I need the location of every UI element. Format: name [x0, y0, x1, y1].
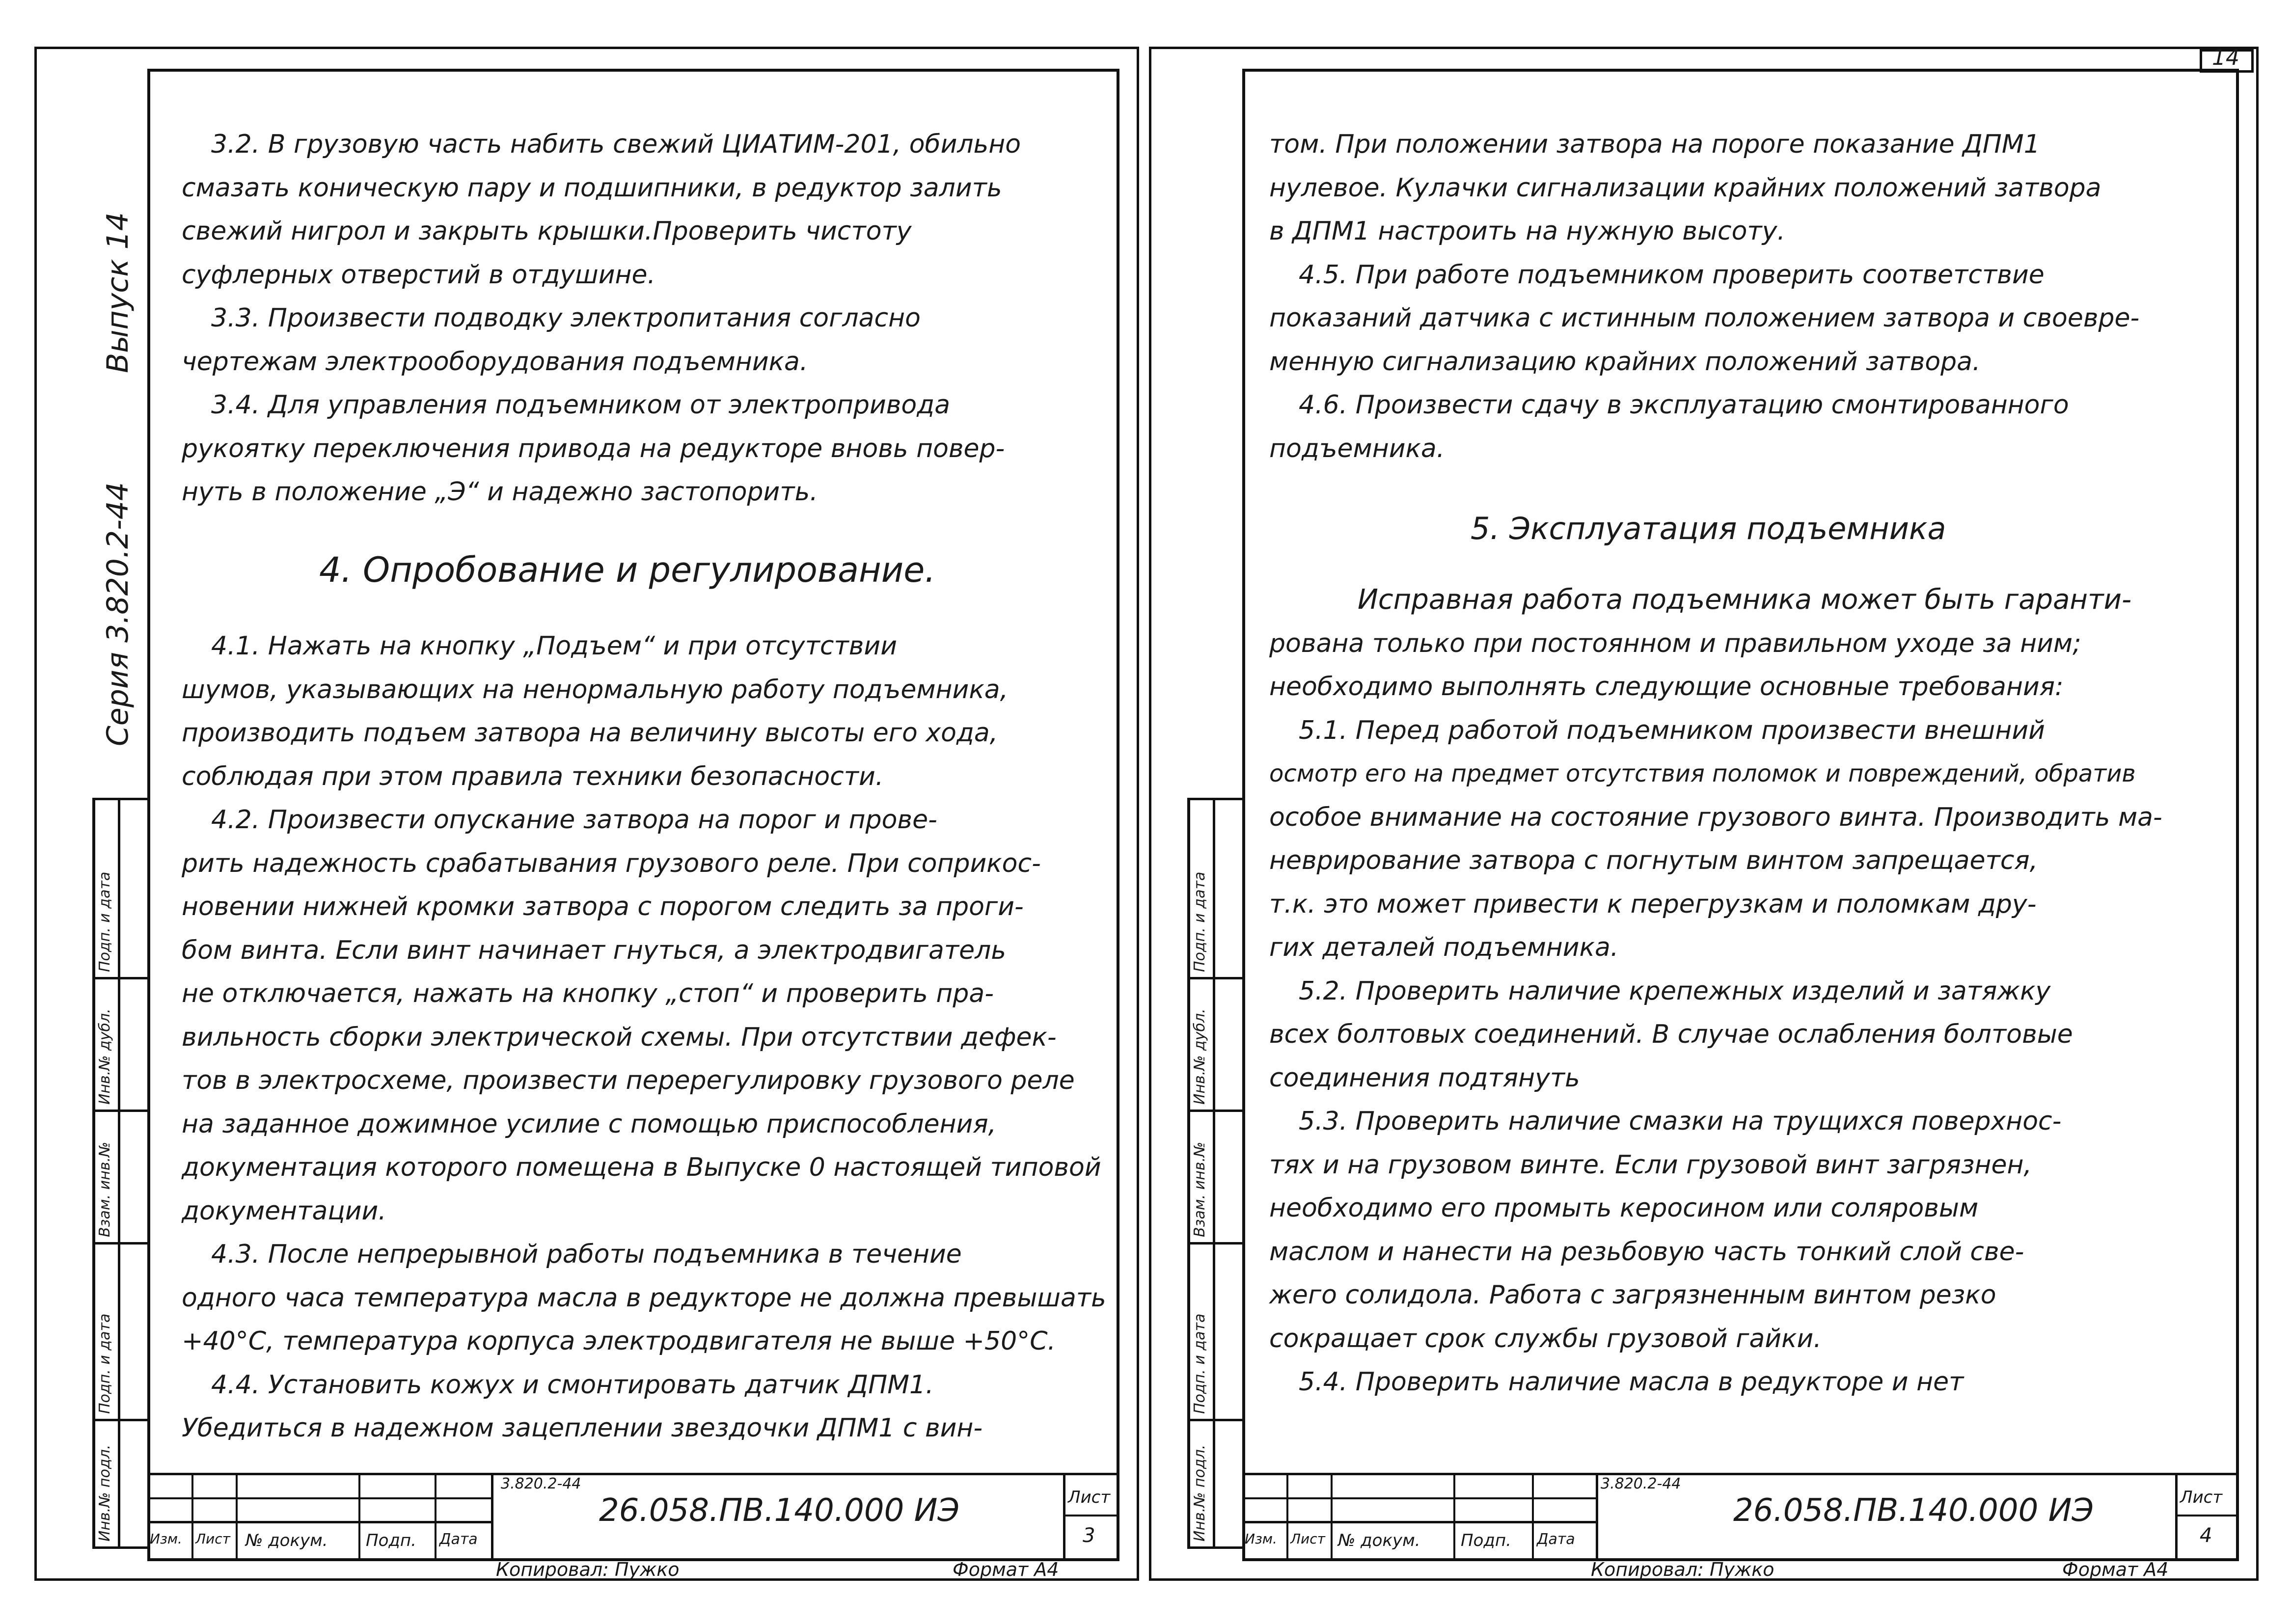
- side-stamp-inv-dubl: Инв.№ дубл.: [1191, 1008, 1208, 1105]
- title-col-list: Лист: [195, 1531, 230, 1547]
- title-col-data: Дата: [439, 1531, 478, 1548]
- side-stamp-vzam-inv: Взам. инв.№: [96, 1141, 113, 1237]
- text-line: 3.2. В грузовую часть набить свежий ЦИАТИМ-201, обильно: [211, 130, 1021, 159]
- text-line: тях и на грузовом винте. Если грузовой винт загрязнен,: [1269, 1150, 2032, 1180]
- left-page-text-bottom: [182, 624, 1106, 1450]
- text-line: осмотр его на предмет отсутствия поломок и повреждений, обратив: [1269, 760, 2136, 787]
- text-line: показаний датчика с истинным положением затвора и своевре-: [1269, 303, 2140, 333]
- text-line: нулевое. Кулачки сигнализации крайних положений затвора: [1269, 173, 2101, 203]
- title-sheet-number: 4: [2200, 1524, 2212, 1547]
- text-line: 5.4. Проверить наличие масла в редукторе и нет: [1299, 1367, 1964, 1397]
- text-line: 4.1. Нажать на кнопку „Подъем“ и при отсутствии: [211, 631, 897, 661]
- text-line: Исправная работа подъемника может быть гаранти-: [1358, 584, 2132, 616]
- text-line: чертежам электрооборудования подъемника.: [182, 347, 808, 377]
- text-line: 3.4. Для управления подъемником от электропривода: [211, 390, 951, 420]
- text-line: +40°С, температура корпуса электродвигателя не выше +50°С.: [182, 1326, 1056, 1356]
- text-line: том. При положении затвора на пороге показание ДПМ1: [1269, 130, 2040, 159]
- text-line: 4.5. При работе подъемником проверить соответствие: [1299, 260, 2045, 290]
- side-stamp-podp-data-1: Подп. и дата: [96, 1313, 113, 1414]
- left-page-heading: 4. Опробование и регулирование.: [319, 550, 936, 590]
- title-col-doc: № докум.: [1338, 1531, 1420, 1550]
- text-line: 5.1. Перед работой подъемником произвести внешний: [1299, 715, 2045, 745]
- corner-sheet-number: 14: [2212, 45, 2239, 70]
- text-line: подъемника.: [1269, 433, 1445, 463]
- text-line: неврирование затвора с погнутым винтом запрещается,: [1269, 846, 2038, 875]
- text-line: сокращает срок службы грузовой гайки.: [1269, 1324, 1822, 1353]
- side-stamp-vzam-inv: Взам. инв.№: [1191, 1141, 1208, 1237]
- right-page-text-bottom: [1269, 578, 2162, 1404]
- title-col-doc: № докум.: [245, 1531, 328, 1550]
- text-line: на заданное дожимное усилие с помощью приспособления,: [182, 1109, 997, 1139]
- text-line: тов в электросхеме, произвести перерегулировку грузового реле: [182, 1066, 1075, 1095]
- text-line: рить надежность срабатывания грузового реле. При соприкос-: [182, 848, 1041, 878]
- title-doc-code: 26.058.ПВ.140.000 ИЭ: [1733, 1492, 2094, 1529]
- side-stamp-inv-dubl: Инв.№ дубл.: [96, 1008, 113, 1105]
- text-line: особое внимание на состояние грузового винта. Производить ма-: [1269, 802, 2162, 832]
- paper-format: Формат А4: [953, 1559, 1059, 1580]
- text-line: свежий нигрол и закрыть крышки.Проверить чистоту: [182, 217, 912, 246]
- copied-by: Копировал: Пужко: [496, 1559, 680, 1580]
- text-line: необходимо его промыть керосином или соляровым: [1269, 1193, 1979, 1223]
- text-line: документации.: [182, 1196, 386, 1226]
- side-stamp-podp-data-2: Подп. и дата: [96, 871, 113, 972]
- text-line: необходимо выполнять следующие основные требования:: [1269, 672, 2064, 702]
- text-line: жего солидола. Работа с загрязненным винтом резко: [1269, 1280, 1996, 1310]
- side-stamp-podp-data-2: Подп. и дата: [1191, 871, 1208, 972]
- text-line: в ДПМ1 настроить на нужную высоту.: [1269, 217, 1785, 246]
- title-col-data: Дата: [1537, 1531, 1575, 1548]
- text-line: маслом и нанести на резьбовую часть тонкий слой све-: [1269, 1237, 2024, 1267]
- text-line: бом винта. Если винт начинает гнуться, а электродвигатель: [182, 935, 1007, 965]
- issue-label: Выпуск 14: [101, 212, 135, 373]
- series-label: Серия 3.820.2-44: [101, 482, 135, 746]
- text-line: 4.2. Произвести опускание затвора на порог и прове-: [211, 805, 937, 835]
- text-line: производить подъем затвора на величину высоты его хода,: [182, 718, 998, 748]
- title-sheet-number: 3: [1083, 1524, 1095, 1547]
- title-series-small: 3.820.2-44: [1601, 1475, 1681, 1492]
- text-line: суфлерных отверстий в отдушине.: [182, 260, 656, 290]
- text-line: нуть в положение „Э“ и надежно застопорить.: [182, 477, 818, 507]
- text-line: менную сигнализацию крайних положений затвора.: [1269, 347, 1981, 377]
- text-line: новении нижней кромки затвора с порогом следить за проги-: [182, 892, 1024, 921]
- text-line: документация которого помещена в Выпуске 0 настоящей типовой: [182, 1153, 1101, 1182]
- title-doc-code: 26.058.ПВ.140.000 ИЭ: [599, 1492, 960, 1529]
- text-line: всех болтовых соединений. В случае ослабления болтовые: [1269, 1020, 2073, 1049]
- text-line: вильность сборки электрической схемы. При отсутствии дефек-: [182, 1022, 1057, 1052]
- text-line: 3.3. Произвести подводку электропитания согласно: [211, 303, 921, 333]
- title-series-small: 3.820.2-44: [501, 1475, 581, 1492]
- side-stamp-inv-podl: Инв.№ подл.: [96, 1444, 113, 1542]
- text-line: соединения подтянуть: [1269, 1063, 1580, 1093]
- right-page-text-top: [1269, 123, 2139, 470]
- text-line: 4.6. Произвести сдачу в эксплуатацию смонтированного: [1299, 390, 2069, 420]
- title-col-podp: Подп.: [366, 1531, 416, 1550]
- left-page-text-top: [182, 123, 1021, 514]
- right-page-heading: 5. Эксплуатация подъемника: [1471, 511, 1946, 546]
- text-line: соблюдая при этом правила техники безопасности.: [182, 761, 884, 791]
- paper-format: Формат А4: [2062, 1559, 2169, 1580]
- title-sheet-label: Лист: [1068, 1488, 1111, 1507]
- text-line: смазать коническую пару и подшипники, в редуктор залить: [182, 173, 1002, 203]
- title-col-izm: Изм.: [1245, 1531, 1277, 1547]
- text-line: т.к. это может привести к перегрузкам и поломкам дру-: [1269, 889, 2037, 919]
- copied-by: Копировал: Пужко: [1591, 1559, 1774, 1580]
- text-line: рована только при постоянном и правильном уходе за ним;: [1269, 628, 2081, 658]
- side-stamp-inv-podl: Инв.№ подл.: [1191, 1444, 1208, 1542]
- text-line: рукоятку переключения привода на редукторе вновь повер-: [182, 433, 1005, 463]
- text-line: одного часа температура масла в редукторе не должна превышать: [182, 1283, 1106, 1313]
- text-line: Убедиться в надежном зацеплении звездочки ДПМ1 с вин-: [182, 1413, 983, 1443]
- text-line: гих деталей подъемника.: [1269, 933, 1619, 962]
- text-line: не отключается, нажать на кнопку „стоп“ и проверить пра-: [182, 979, 994, 1008]
- title-col-izm: Изм.: [150, 1531, 182, 1547]
- title-col-list: Лист: [1290, 1531, 1325, 1547]
- title-sheet-label: Лист: [2180, 1488, 2223, 1507]
- side-stamp-podp-data-1: Подп. и дата: [1191, 1313, 1208, 1414]
- text-line: 4.3. После непрерывной работы подъемника в течение: [211, 1240, 962, 1269]
- text-line: шумов, указывающих на ненормальную работу подъемника,: [182, 675, 1009, 704]
- text-line: 4.4. Установить кожух и смонтировать датчик ДПМ1.: [211, 1370, 934, 1400]
- title-col-podp: Подп.: [1461, 1531, 1511, 1550]
- text-line: 5.2. Проверить наличие крепежных изделий и затяжку: [1299, 976, 2051, 1006]
- text-line: 5.3. Проверить наличие смазки на трущихся поверхнос-: [1299, 1107, 2062, 1136]
